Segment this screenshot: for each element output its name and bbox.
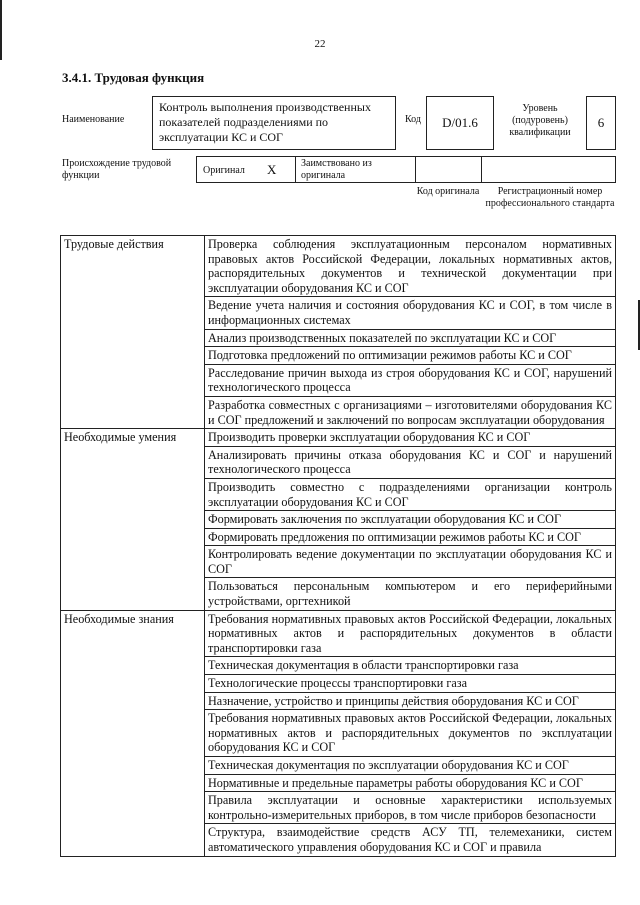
original-label: Оригинал xyxy=(203,165,245,176)
table-row xyxy=(61,610,616,657)
section-item: Анализ производственных показателей по эксплуатации КС и СОГ xyxy=(205,329,616,347)
origin-label: Происхождение трудовой функции xyxy=(62,158,172,181)
page-edge-mark xyxy=(0,0,2,60)
section-item: Производить совместно с подразделениями организации контроль эксплуатации оборудования КС и СОГ xyxy=(205,478,616,510)
page-number: 22 xyxy=(314,38,326,50)
divider xyxy=(481,157,482,182)
original-mark: X xyxy=(267,162,277,177)
function-details-table xyxy=(60,235,616,857)
table-row xyxy=(61,236,616,297)
section-category: Необходимые умения xyxy=(61,429,205,611)
divider xyxy=(295,157,296,182)
section-item: Анализировать причины отказа оборудования КС и СОГ и нарушений технологического процесса xyxy=(205,446,616,478)
origin-table xyxy=(196,156,616,183)
reg-number-caption: Регистрационный номер профессионального стандарта xyxy=(485,186,615,209)
code-original-caption: Код оригинала xyxy=(416,186,480,197)
section-item: Проверка соблюдения эксплуатационным персоналом нормативных правовых актов Российской Федерации, локальных нормативных актов, распорядительных документов и технической документации при эксплуатации оборудования КС и СОГ xyxy=(205,236,616,297)
code-field: D/01.6 xyxy=(426,96,494,150)
section-item: Нормативные и предельные параметры работы оборудования КС и СОГ xyxy=(205,774,616,792)
code-label: Код xyxy=(405,114,421,125)
function-name-field: Контроль выполнения производственных показателей подразделениями по эксплуатации КС и СОГ xyxy=(152,96,396,150)
divider xyxy=(415,157,416,182)
section-item: Техническая документация в области транспортировки газа xyxy=(205,657,616,675)
section-category: Трудовые действия xyxy=(61,236,205,429)
section-item: Разработка совместных с организациями – изготовителями оборудования КС и СОГ предложений и заключений по вопросам эксплуатации оборудования xyxy=(205,396,616,428)
level-field: 6 xyxy=(586,96,616,150)
level-label: Уровень (подуровень) квалификации xyxy=(509,103,571,138)
section-item: Формировать заключения по эксплуатации оборудования КС и СОГ xyxy=(205,511,616,529)
name-label: Наименование xyxy=(62,114,125,125)
table-row xyxy=(61,429,616,447)
section-item: Требования нормативных правовых актов Российской Федерации, локальных нормативных актов и распорядительных документов по эксплуатации оборудования КС и СОГ xyxy=(205,710,616,757)
section-item: Технологические процессы транспортировки газа xyxy=(205,675,616,693)
section-item: Требования нормативных правовых актов Российской Федерации, локальных нормативных актов и распорядительных документов в области транспортировки газа xyxy=(205,610,616,657)
section-item: Контролировать ведение документации по эксплуатации оборудования КС и СОГ xyxy=(205,546,616,578)
section-item: Структура, взаимодействие средств АСУ ТП, телемеханики, систем автоматического управления оборудования КС и СОГ и правила xyxy=(205,824,616,856)
section-title: 3.4.1. Трудовая функция xyxy=(62,70,205,85)
section-item: Пользоваться персональным компьютером и его периферийными устройствами, оргтехникой xyxy=(205,578,616,610)
section-category: Необходимые знания xyxy=(61,610,205,856)
section-item: Назначение, устройство и принципы действия оборудования КС и СОГ xyxy=(205,692,616,710)
section-item: Формировать предложения по оптимизации режимов работы КС и СОГ xyxy=(205,528,616,546)
section-item: Правила эксплуатации и основные характеристики используемых контрольно-измерительных приборов, в том числе приборов безопасности xyxy=(205,792,616,824)
borrowed-label: Заимствовано из оригинала xyxy=(301,158,372,181)
section-item: Расследование причин выхода из строя оборудования КС и СОГ, нарушений технологического процесса xyxy=(205,364,616,396)
section-item: Подготовка предложений по оптимизации режимов работы КС и СОГ xyxy=(205,347,616,365)
section-item: Производить проверки эксплуатации оборудования КС и СОГ xyxy=(205,429,616,447)
section-item: Ведение учета наличия и состояния оборудования КС и СОГ, в том числе в информационных системах xyxy=(205,297,616,329)
section-item: Техническая документация по эксплуатации оборудования КС и СОГ xyxy=(205,757,616,775)
